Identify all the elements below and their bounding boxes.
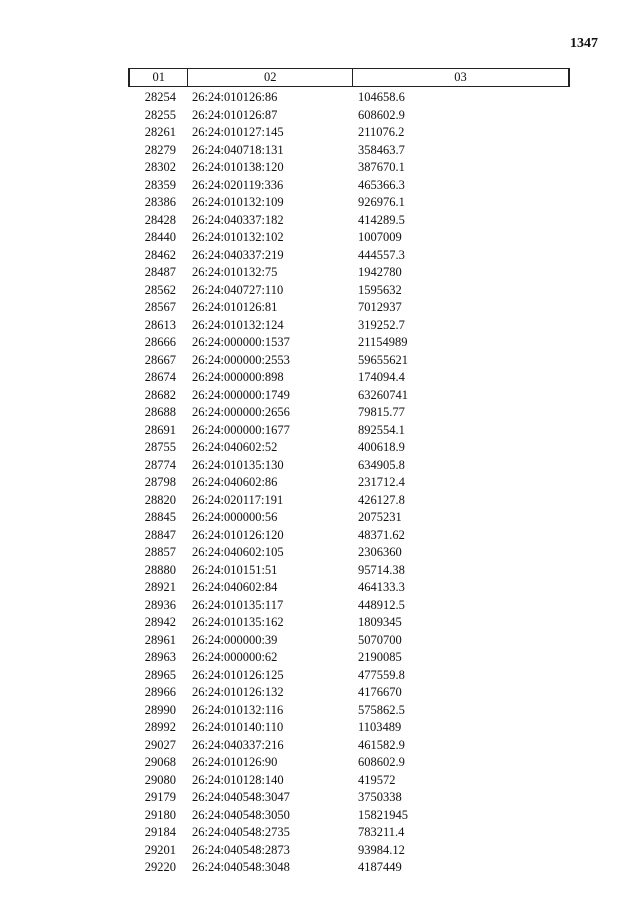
cell-value: 444557.3 bbox=[358, 247, 405, 262]
table-row bbox=[128, 824, 570, 842]
cell-cadastral-number: 26:24:010126:86 bbox=[192, 90, 278, 105]
cell-value: 419572 bbox=[358, 772, 396, 787]
cell-value: 2075231 bbox=[358, 510, 402, 525]
cell-id: 29220 bbox=[144, 860, 176, 875]
cell-id: 29180 bbox=[144, 807, 176, 822]
cell-cadastral-number: 26:24:010132:124 bbox=[192, 317, 284, 332]
cell-cadastral-number: 26:24:010132:116 bbox=[192, 702, 284, 717]
cell-value: 2306360 bbox=[358, 545, 402, 560]
cell-cadastral-number: 26:24:010140:110 bbox=[192, 720, 284, 735]
cell-id: 28428 bbox=[144, 212, 176, 227]
cell-cadastral-number: 26:24:010126:87 bbox=[192, 107, 278, 122]
cell-cadastral-number: 26:24:040548:3048 bbox=[192, 860, 290, 875]
cell-id: 28302 bbox=[144, 160, 176, 175]
table-row bbox=[128, 299, 570, 317]
table-row bbox=[128, 719, 570, 737]
cell-cadastral-number: 26:24:000000:2656 bbox=[192, 405, 290, 420]
cell-value: 1942780 bbox=[358, 265, 402, 280]
cell-cadastral-number: 26:24:040718:131 bbox=[192, 142, 284, 157]
cell-cadastral-number: 26:24:010126:125 bbox=[192, 667, 284, 682]
table-row bbox=[128, 142, 570, 160]
cell-value: 63260741 bbox=[358, 387, 408, 402]
cell-id: 28755 bbox=[144, 440, 176, 455]
cell-value: 608602.9 bbox=[358, 107, 405, 122]
cell-cadastral-number: 26:24:040602:105 bbox=[192, 545, 284, 560]
cell-value: 231712.4 bbox=[358, 475, 405, 490]
table-row bbox=[128, 702, 570, 720]
table-row bbox=[128, 597, 570, 615]
cell-value: 1809345 bbox=[358, 615, 402, 630]
cell-cadastral-number: 26:24:010127:145 bbox=[192, 125, 284, 140]
table-row bbox=[128, 124, 570, 142]
table-row bbox=[128, 422, 570, 440]
table-row bbox=[128, 247, 570, 265]
cell-id: 28820 bbox=[144, 492, 176, 507]
cell-cadastral-number: 26:24:000000:1677 bbox=[192, 422, 290, 437]
cell-value: 7012937 bbox=[358, 300, 402, 315]
cell-id: 28667 bbox=[144, 352, 176, 367]
table-header bbox=[128, 68, 570, 87]
table-row bbox=[128, 229, 570, 247]
cell-value: 575862.5 bbox=[358, 702, 405, 717]
table-row bbox=[128, 439, 570, 457]
table-row bbox=[128, 527, 570, 545]
cell-id: 28255 bbox=[144, 107, 176, 122]
cell-cadastral-number: 26:24:040548:3047 bbox=[192, 790, 290, 805]
cell-cadastral-number: 26:24:040548:3050 bbox=[192, 807, 290, 822]
cell-id: 28462 bbox=[144, 247, 176, 262]
cell-id: 28966 bbox=[144, 685, 176, 700]
cell-id: 28487 bbox=[144, 265, 176, 280]
cell-value: 79815.77 bbox=[358, 405, 405, 420]
table-row bbox=[128, 667, 570, 685]
cell-id: 28857 bbox=[144, 545, 176, 560]
cell-value: 21154989 bbox=[358, 335, 408, 350]
cell-cadastral-number: 26:24:010135:117 bbox=[192, 597, 284, 612]
cell-cadastral-number: 26:24:040337:219 bbox=[192, 247, 284, 262]
cell-cadastral-number: 26:24:000000:2553 bbox=[192, 352, 290, 367]
cell-cadastral-number: 26:24:020117:191 bbox=[192, 492, 284, 507]
table-row bbox=[128, 474, 570, 492]
cell-cadastral-number: 26:24:010135:162 bbox=[192, 615, 284, 630]
cell-id: 28440 bbox=[144, 230, 176, 245]
cell-cadastral-number: 26:24:010151:51 bbox=[192, 562, 278, 577]
cell-cadastral-number: 26:24:040602:84 bbox=[192, 580, 278, 595]
cell-id: 28798 bbox=[144, 475, 176, 490]
table-row bbox=[128, 352, 570, 370]
cell-id: 28613 bbox=[144, 317, 176, 332]
table-row bbox=[128, 89, 570, 107]
cell-cadastral-number: 26:24:040727:110 bbox=[192, 282, 284, 297]
cell-id: 28666 bbox=[144, 335, 176, 350]
cell-id: 28963 bbox=[144, 650, 176, 665]
table-row bbox=[128, 317, 570, 335]
table-row bbox=[128, 212, 570, 230]
cell-value: 1595632 bbox=[358, 282, 402, 297]
cell-cadastral-number: 26:24:020119:336 bbox=[192, 177, 284, 192]
table-row bbox=[128, 649, 570, 667]
cell-cadastral-number: 26:24:010126:132 bbox=[192, 685, 284, 700]
cell-id: 28682 bbox=[144, 387, 176, 402]
cell-id: 28961 bbox=[144, 632, 176, 647]
table-row bbox=[128, 562, 570, 580]
table-row bbox=[128, 684, 570, 702]
cell-id: 29068 bbox=[144, 755, 176, 770]
cell-value: 48371.62 bbox=[358, 527, 405, 542]
cell-value: 400618.9 bbox=[358, 440, 405, 455]
cell-cadastral-number: 26:24:000000:1537 bbox=[192, 335, 290, 350]
cell-cadastral-number: 26:24:010126:120 bbox=[192, 527, 284, 542]
table-row bbox=[128, 842, 570, 860]
table-row bbox=[128, 369, 570, 387]
table-row bbox=[128, 772, 570, 790]
cell-value: 1007009 bbox=[358, 230, 402, 245]
cell-id: 28880 bbox=[144, 562, 176, 577]
cell-id: 28921 bbox=[144, 580, 176, 595]
cell-id: 29201 bbox=[144, 842, 176, 857]
cell-value: 95714.38 bbox=[358, 562, 405, 577]
cell-value: 93984.12 bbox=[358, 842, 405, 857]
data-table bbox=[128, 68, 570, 877]
cell-cadastral-number: 26:24:000000:62 bbox=[192, 650, 278, 665]
table-row bbox=[128, 509, 570, 527]
cell-cadastral-number: 26:24:000000:39 bbox=[192, 632, 278, 647]
cell-cadastral-number: 26:24:040337:216 bbox=[192, 737, 284, 752]
cell-cadastral-number: 26:24:010132:75 bbox=[192, 265, 278, 280]
cell-value: 892554.1 bbox=[358, 422, 405, 437]
cell-value: 3750338 bbox=[358, 790, 402, 805]
cell-cadastral-number: 26:24:010132:102 bbox=[192, 230, 284, 245]
table-row bbox=[128, 334, 570, 352]
cell-id: 29184 bbox=[144, 825, 176, 840]
cell-value: 387670.1 bbox=[358, 160, 405, 175]
table-row bbox=[128, 107, 570, 125]
page-number: 1347 bbox=[570, 36, 598, 51]
table-row bbox=[128, 177, 570, 195]
cell-cadastral-number: 26:24:000000:898 bbox=[192, 370, 284, 385]
cell-id: 28936 bbox=[144, 597, 176, 612]
cell-cadastral-number: 26:24:000000:56 bbox=[192, 510, 278, 525]
cell-cadastral-number: 26:24:010126:90 bbox=[192, 755, 278, 770]
cell-id: 28359 bbox=[144, 177, 176, 192]
table-row bbox=[128, 754, 570, 772]
cell-cadastral-number: 26:24:010126:81 bbox=[192, 300, 278, 315]
cell-value: 2190085 bbox=[358, 650, 402, 665]
cell-id: 28261 bbox=[144, 125, 176, 140]
table-row bbox=[128, 544, 570, 562]
table-body bbox=[128, 89, 570, 877]
cell-value: 448912.5 bbox=[358, 597, 405, 612]
cell-value: 414289.5 bbox=[358, 212, 405, 227]
cell-value: 926976.1 bbox=[358, 195, 405, 210]
cell-id: 28567 bbox=[144, 300, 176, 315]
cell-value: 426127.8 bbox=[358, 492, 405, 507]
cell-value: 608602.9 bbox=[358, 755, 405, 770]
cell-id: 28562 bbox=[144, 282, 176, 297]
cell-cadastral-number: 26:24:010135:130 bbox=[192, 457, 284, 472]
table-row bbox=[128, 159, 570, 177]
cell-id: 29027 bbox=[144, 737, 176, 752]
cell-value: 4176670 bbox=[358, 685, 402, 700]
cell-cadastral-number: 26:24:010138:120 bbox=[192, 160, 284, 175]
cell-value: 634905.8 bbox=[358, 457, 405, 472]
table-row bbox=[128, 282, 570, 300]
cell-id: 28942 bbox=[144, 615, 176, 630]
cell-id: 28845 bbox=[144, 510, 176, 525]
cell-value: 477559.8 bbox=[358, 667, 405, 682]
cell-value: 464133.3 bbox=[358, 580, 405, 595]
table-row bbox=[128, 387, 570, 405]
cell-cadastral-number: 26:24:000000:1749 bbox=[192, 387, 290, 402]
table-row bbox=[128, 737, 570, 755]
cell-id: 29179 bbox=[144, 790, 176, 805]
table-row bbox=[128, 859, 570, 877]
cell-value: 4187449 bbox=[358, 860, 402, 875]
cell-id: 28691 bbox=[144, 422, 176, 437]
table-row bbox=[128, 789, 570, 807]
cell-value: 15821945 bbox=[358, 807, 408, 822]
table-row bbox=[128, 579, 570, 597]
cell-cadastral-number: 26:24:010132:109 bbox=[192, 195, 284, 210]
cell-id: 29080 bbox=[144, 772, 176, 787]
table-row bbox=[128, 264, 570, 282]
cell-value: 319252.7 bbox=[358, 317, 405, 332]
table-row bbox=[128, 492, 570, 510]
cell-id: 28992 bbox=[144, 720, 176, 735]
cell-id: 28965 bbox=[144, 667, 176, 682]
column-header-03: 03 bbox=[352, 69, 568, 86]
cell-value: 104658.6 bbox=[358, 90, 405, 105]
cell-value: 461582.9 bbox=[358, 737, 405, 752]
cell-value: 1103489 bbox=[358, 720, 402, 735]
cell-id: 28990 bbox=[144, 702, 176, 717]
cell-id: 28774 bbox=[144, 457, 176, 472]
table-row bbox=[128, 194, 570, 212]
table-row bbox=[128, 632, 570, 650]
column-header-02: 02 bbox=[187, 69, 352, 86]
table-row bbox=[128, 404, 570, 422]
table-row bbox=[128, 457, 570, 475]
cell-value: 5070700 bbox=[358, 632, 402, 647]
cell-id: 28847 bbox=[144, 527, 176, 542]
table-row bbox=[128, 807, 570, 825]
table-row bbox=[128, 614, 570, 632]
cell-cadastral-number: 26:24:010128:140 bbox=[192, 772, 284, 787]
cell-id: 28688 bbox=[144, 405, 176, 420]
column-header-01: 01 bbox=[152, 70, 165, 84]
cell-id: 28386 bbox=[144, 195, 176, 210]
cell-value: 465366.3 bbox=[358, 177, 405, 192]
cell-id: 28254 bbox=[144, 90, 176, 105]
cell-id: 28279 bbox=[144, 142, 176, 157]
cell-value: 59655621 bbox=[358, 352, 408, 367]
cell-value: 174094.4 bbox=[358, 370, 405, 385]
cell-value: 211076.2 bbox=[358, 125, 405, 140]
cell-id: 28674 bbox=[144, 370, 176, 385]
cell-cadastral-number: 26:24:040337:182 bbox=[192, 212, 284, 227]
cell-cadastral-number: 26:24:040548:2873 bbox=[192, 842, 290, 857]
cell-cadastral-number: 26:24:040548:2735 bbox=[192, 825, 290, 840]
cell-cadastral-number: 26:24:040602:86 bbox=[192, 475, 278, 490]
cell-value: 783211.4 bbox=[358, 825, 405, 840]
cell-cadastral-number: 26:24:040602:52 bbox=[192, 440, 278, 455]
cell-value: 358463.7 bbox=[358, 142, 405, 157]
